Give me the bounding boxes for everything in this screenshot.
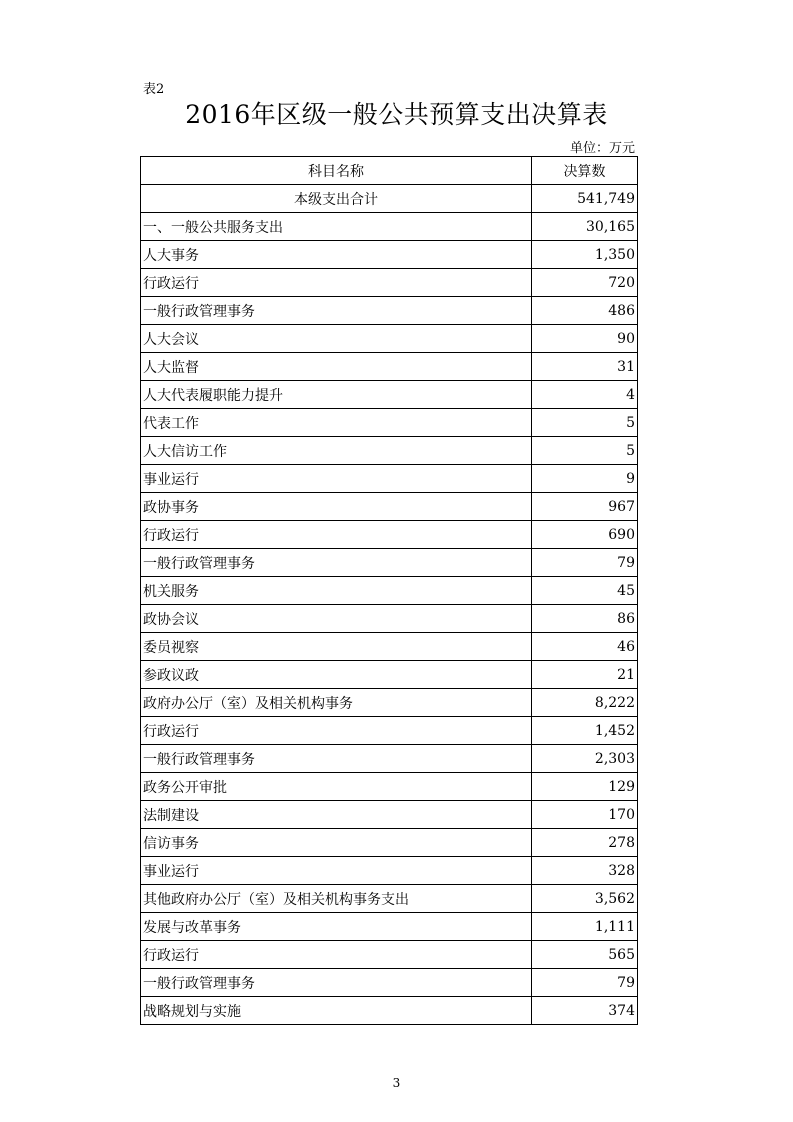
row-final-amount: 170 xyxy=(532,801,638,829)
table-row xyxy=(141,577,638,605)
row-subject-name: 行政运行 xyxy=(141,941,532,969)
table-row xyxy=(141,409,638,437)
table-row xyxy=(141,269,638,297)
row-subject-name: 发展与改革事务 xyxy=(141,913,532,941)
row-final-amount: 129 xyxy=(532,773,638,801)
table-row xyxy=(141,997,638,1025)
table-row xyxy=(141,857,638,885)
row-subject-name: 人大监督 xyxy=(141,353,532,381)
row-final-amount: 486 xyxy=(532,297,638,325)
table-row xyxy=(141,465,638,493)
table-row xyxy=(141,745,638,773)
table-row xyxy=(141,241,638,269)
table-body xyxy=(141,185,638,1025)
row-subject-name: 战略规划与实施 xyxy=(141,997,532,1025)
row-subject-name: 行政运行 xyxy=(141,521,532,549)
row-final-amount: 30,165 xyxy=(532,213,638,241)
row-final-amount: 374 xyxy=(532,997,638,1025)
row-final-amount: 45 xyxy=(532,577,638,605)
row-subject-name: 本级支出合计 xyxy=(141,185,532,213)
table-row xyxy=(141,521,638,549)
table-row xyxy=(141,773,638,801)
row-final-amount: 967 xyxy=(532,493,638,521)
table-row xyxy=(141,689,638,717)
row-final-amount: 2,303 xyxy=(532,745,638,773)
row-subject-name: 法制建设 xyxy=(141,801,532,829)
row-final-amount: 5 xyxy=(532,437,638,465)
budget-table xyxy=(140,156,638,1025)
table-label: 表2 xyxy=(143,82,165,97)
row-final-amount: 21 xyxy=(532,661,638,689)
row-subject-name: 机关服务 xyxy=(141,577,532,605)
row-subject-name: 政协事务 xyxy=(141,493,532,521)
row-final-amount: 541,749 xyxy=(532,185,638,213)
row-subject-name: 参政议政 xyxy=(141,661,532,689)
table-row xyxy=(141,717,638,745)
header-subject-name: 科目名称 xyxy=(141,157,532,185)
row-subject-name: 一、一般公共服务支出 xyxy=(141,213,532,241)
table-row xyxy=(141,605,638,633)
row-subject-name: 委员视察 xyxy=(141,633,532,661)
table-row xyxy=(141,829,638,857)
table-row xyxy=(141,493,638,521)
row-subject-name: 一般行政管理事务 xyxy=(141,745,532,773)
row-subject-name: 政府办公厅（室）及相关机构事务 xyxy=(141,689,532,717)
row-final-amount: 565 xyxy=(532,941,638,969)
table-row xyxy=(141,885,638,913)
table-row xyxy=(141,381,638,409)
table-row xyxy=(141,353,638,381)
row-subject-name: 其他政府办公厅（室）及相关机构事务支出 xyxy=(141,885,532,913)
row-final-amount: 9 xyxy=(532,465,638,493)
row-subject-name: 一般行政管理事务 xyxy=(141,297,532,325)
table-row xyxy=(141,437,638,465)
header-final-amount: 决算数 xyxy=(532,157,638,185)
row-subject-name: 人大信访工作 xyxy=(141,437,532,465)
row-subject-name: 事业运行 xyxy=(141,465,532,493)
page-number: 3 xyxy=(392,1076,401,1090)
page-title: 2016年区级一般公共预算支出决算表 xyxy=(185,100,608,129)
row-subject-name: 人大代表履职能力提升 xyxy=(141,381,532,409)
row-subject-name: 一般行政管理事务 xyxy=(141,969,532,997)
row-final-amount: 79 xyxy=(532,549,638,577)
table-row xyxy=(141,325,638,353)
row-subject-name: 行政运行 xyxy=(141,269,532,297)
table-row xyxy=(141,549,638,577)
row-subject-name: 政协会议 xyxy=(141,605,532,633)
row-subject-name: 一般行政管理事务 xyxy=(141,549,532,577)
row-subject-name: 事业运行 xyxy=(141,857,532,885)
row-final-amount: 278 xyxy=(532,829,638,857)
row-subject-name: 信访事务 xyxy=(141,829,532,857)
row-final-amount: 79 xyxy=(532,969,638,997)
table-header-row xyxy=(141,157,638,185)
table-row xyxy=(141,297,638,325)
row-final-amount: 46 xyxy=(532,633,638,661)
table-row xyxy=(141,941,638,969)
table-row xyxy=(141,801,638,829)
row-final-amount: 8,222 xyxy=(532,689,638,717)
row-final-amount: 690 xyxy=(532,521,638,549)
row-final-amount: 1,452 xyxy=(532,717,638,745)
row-final-amount: 5 xyxy=(532,409,638,437)
unit-label: 单位：万元 xyxy=(569,141,635,156)
row-final-amount: 328 xyxy=(532,857,638,885)
row-final-amount: 31 xyxy=(532,353,638,381)
table-row xyxy=(141,661,638,689)
row-final-amount: 1,111 xyxy=(532,913,638,941)
row-final-amount: 90 xyxy=(532,325,638,353)
table-row xyxy=(141,185,638,213)
row-subject-name: 代表工作 xyxy=(141,409,532,437)
row-final-amount: 1,350 xyxy=(532,241,638,269)
row-subject-name: 人大会议 xyxy=(141,325,532,353)
table-row xyxy=(141,913,638,941)
row-subject-name: 人大事务 xyxy=(141,241,532,269)
row-subject-name: 政务公开审批 xyxy=(141,773,532,801)
row-final-amount: 4 xyxy=(532,381,638,409)
row-final-amount: 86 xyxy=(532,605,638,633)
row-final-amount: 720 xyxy=(532,269,638,297)
row-final-amount: 3,562 xyxy=(532,885,638,913)
table-row xyxy=(141,633,638,661)
row-subject-name: 行政运行 xyxy=(141,717,532,745)
table-row xyxy=(141,213,638,241)
table-row xyxy=(141,969,638,997)
